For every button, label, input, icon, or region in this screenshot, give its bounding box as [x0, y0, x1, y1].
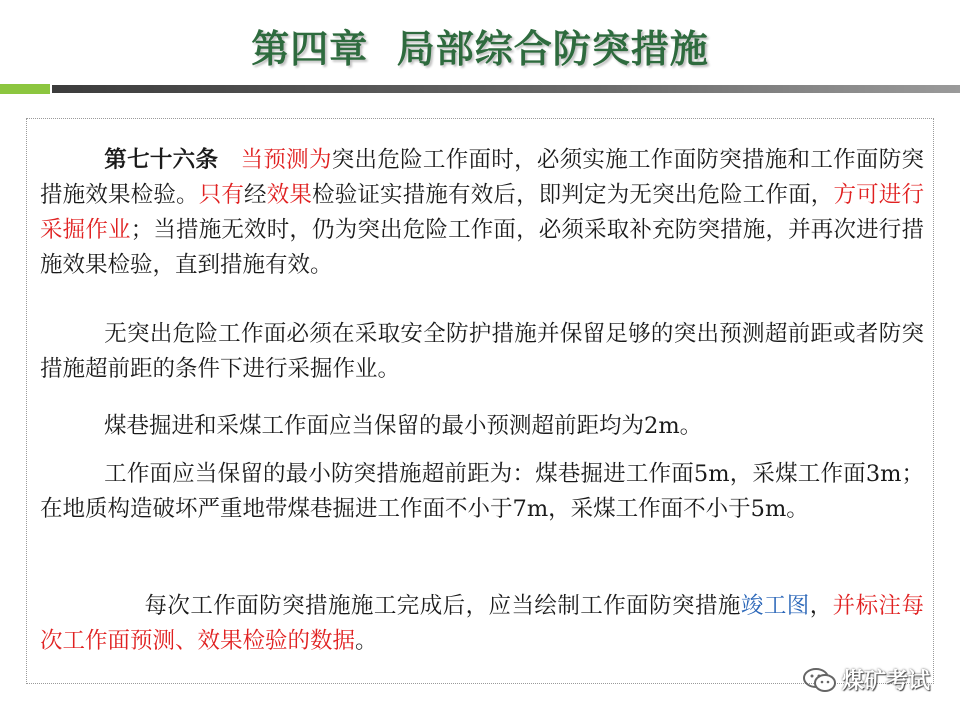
- slide-title: 第四章 局部综合防突措施: [251, 26, 709, 71]
- body-text: 突出危险工作面时，必须实施工作面防突措施和工作面防突措施效果检验。: [40, 147, 924, 208]
- watermark: [802, 664, 930, 695]
- paragraph-article-76: [40, 143, 924, 283]
- body-text: 每次工作面防突措施施工完成后，应当绘制工作面防突措施: [144, 593, 741, 619]
- paragraph-safety-distance: [40, 317, 924, 387]
- body-text: ；当措施无效时，仍为突出危险工作面，必须采取补充防突措施，并再次进行措施效果检验，直到措施有效。: [40, 217, 924, 278]
- title-accent-bar: [0, 84, 50, 94]
- article-number: 第七十六条: [104, 147, 219, 173]
- paragraph-measure-distance: [40, 457, 924, 527]
- watermark-text: 煤矿考试: [841, 669, 930, 694]
- highlight-text: 方可进行采掘作业: [40, 182, 924, 243]
- body-text: 无突出危险工作面必须在采取安全防护措施并保留足够的突出预测超前距或者防突措施超前距的条件下进行采掘作业。: [40, 321, 924, 382]
- paragraph-prediction-distance: [40, 409, 924, 444]
- highlight-text-blue: 竣工图: [740, 593, 810, 619]
- paragraph-as-built-drawing: [40, 589, 924, 659]
- body-text: 工作面应当保留的最小防突措施超前距为：煤巷掘进工作面5m，采煤工作面3m；在地质构造破坏严重地带煤巷掘进工作面不小于7m，采煤工作面不小于5m。: [40, 461, 924, 522]
- highlight-text: 当预测为: [240, 147, 332, 173]
- body-text: 。: [355, 628, 378, 654]
- body-text: 检验证实措施有效后，即判定为无突出危险工作面，: [312, 182, 834, 208]
- body-text: ，: [809, 593, 833, 619]
- title-divider-bar: [52, 85, 960, 93]
- highlight-text: 效果: [266, 182, 313, 208]
- body-text: 煤巷掘进和采煤工作面应当保留的最小预测超前距均为2m。: [104, 413, 703, 439]
- wechat-icon: [802, 667, 838, 693]
- body-text: 经: [244, 182, 267, 208]
- highlight-text: 并标注每次工作面预测、效果检验的数据: [40, 593, 924, 654]
- highlight-text: 只有: [198, 182, 245, 208]
